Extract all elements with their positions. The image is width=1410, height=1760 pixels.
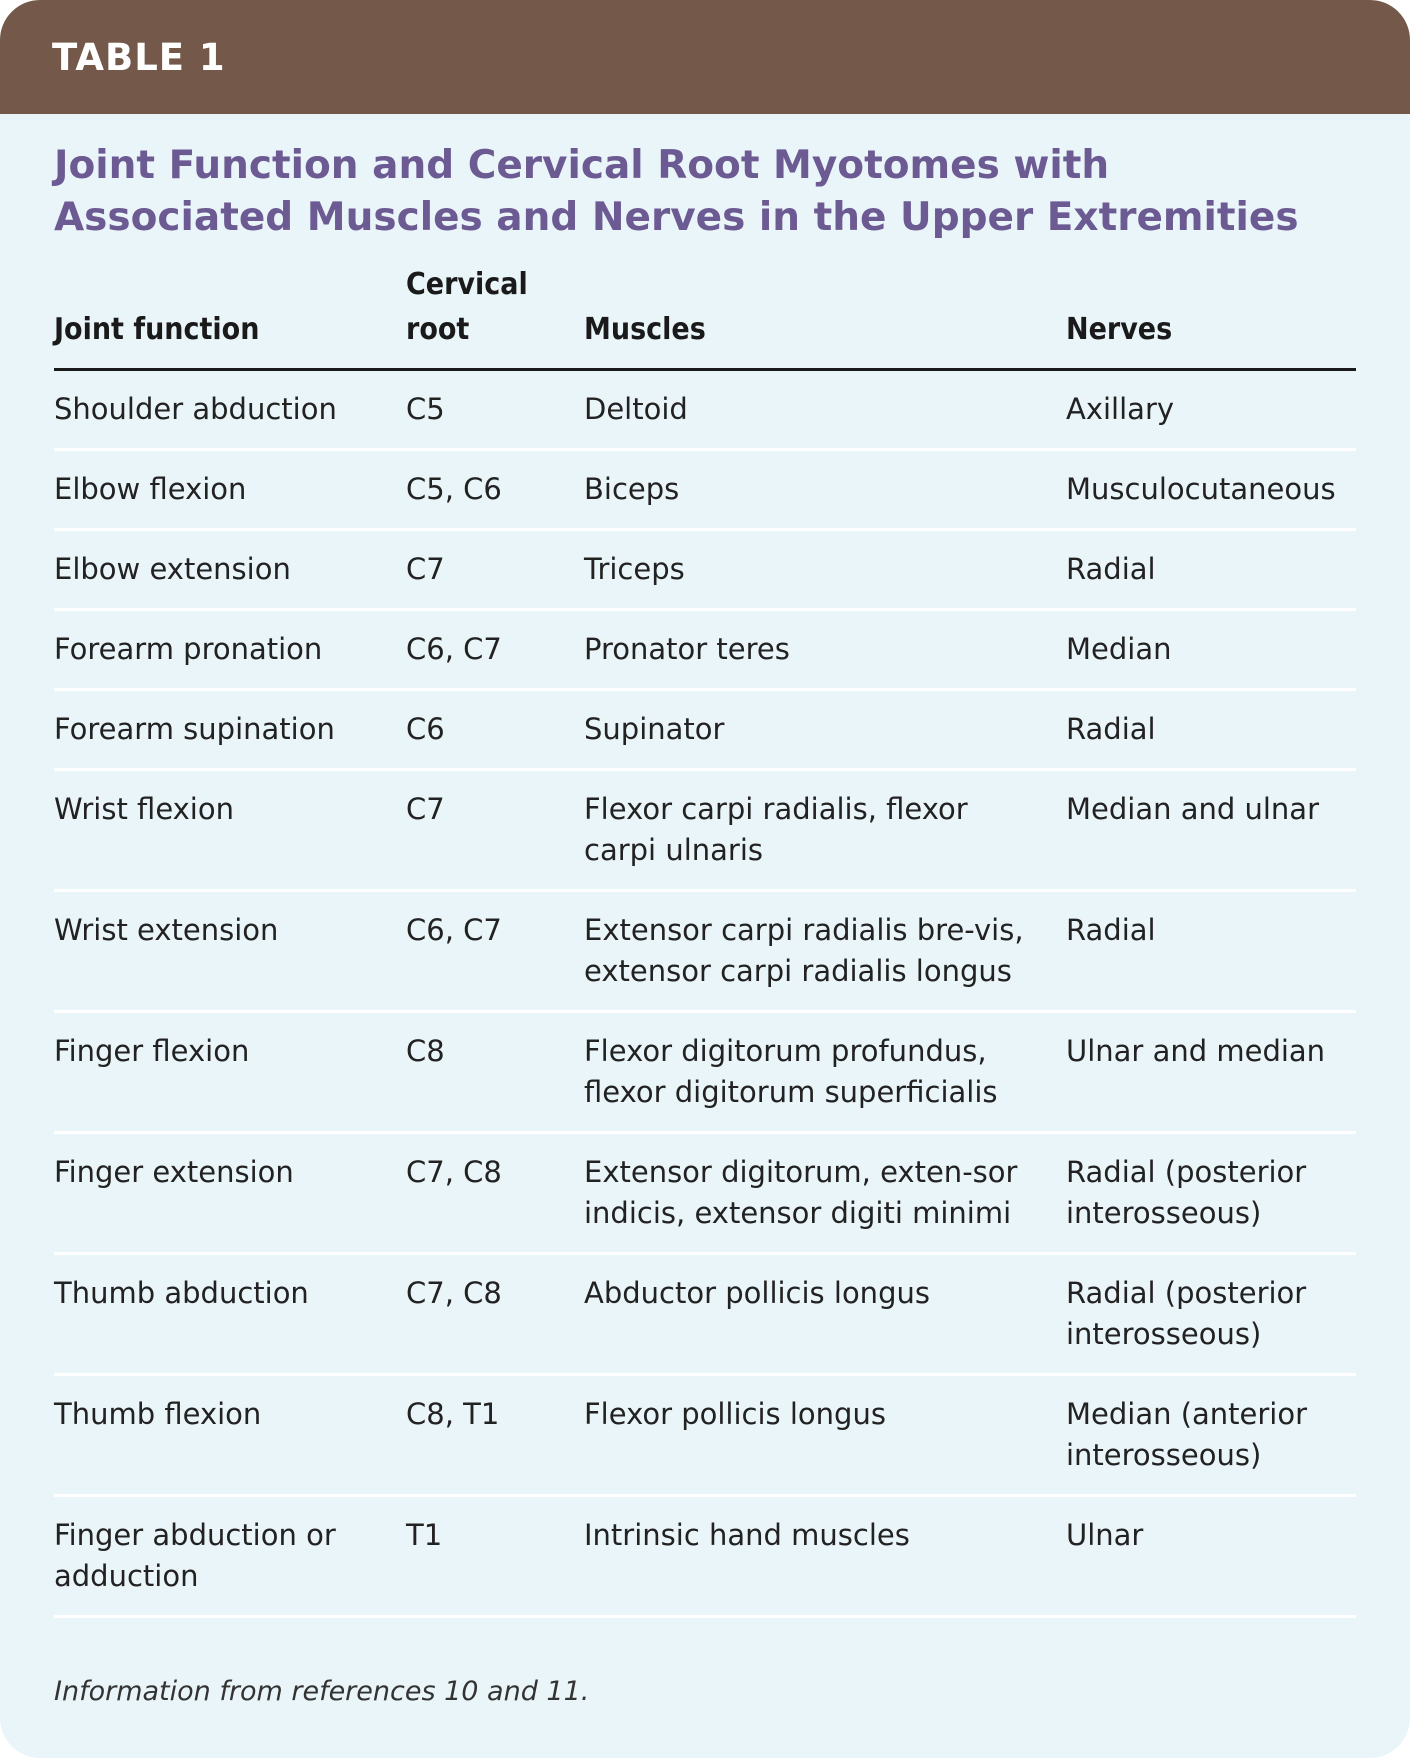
cell-muscles: Triceps <box>584 530 1066 610</box>
cell-cervical-root: C6, C7 <box>406 891 584 1012</box>
table-row <box>54 1496 1356 1617</box>
cell-joint-function: Thumb flexion <box>54 1375 406 1496</box>
cell-joint-function: Elbow extension <box>54 530 406 610</box>
cell-nerves: Radial (posterior interosseous) <box>1066 1133 1356 1254</box>
cell-nerves: Musculocutaneous <box>1066 450 1356 530</box>
column-header-muscles: Muscles <box>584 258 1066 370</box>
cell-muscles: Pronator teres <box>584 610 1066 690</box>
cell-muscles: Flexor carpi radialis, flexor carpi ulnaris <box>584 770 1066 891</box>
cell-cervical-root: C6, C7 <box>406 610 584 690</box>
cell-nerves: Radial <box>1066 891 1356 1012</box>
cell-muscles: Extensor carpi radialis bre-vis, extensor carpi radialis longus <box>584 891 1066 1012</box>
cell-cervical-root: C7, C8 <box>406 1254 584 1375</box>
table-row <box>54 610 1356 690</box>
cell-muscles: Intrinsic hand muscles <box>584 1496 1066 1617</box>
cell-nerves: Axillary <box>1066 370 1356 450</box>
cell-cervical-root: T1 <box>406 1496 584 1617</box>
cell-joint-function: Thumb abduction <box>54 1254 406 1375</box>
cell-muscles: Deltoid <box>584 370 1066 450</box>
table-row <box>54 690 1356 770</box>
cell-nerves: Median (anterior interosseous) <box>1066 1375 1356 1496</box>
cell-cervical-root: C8, T1 <box>406 1375 584 1496</box>
cell-cervical-root: C7, C8 <box>406 1133 584 1254</box>
myotome-table <box>54 258 1356 1618</box>
cell-nerves: Radial (posterior interosseous) <box>1066 1254 1356 1375</box>
cell-nerves: Median and ulnar <box>1066 770 1356 891</box>
table-header-bar <box>0 0 1410 114</box>
table-number-label: TABLE 1 <box>52 35 226 79</box>
table-row <box>54 1254 1356 1375</box>
table-row <box>54 1012 1356 1133</box>
cell-muscles: Flexor digitorum profundus, flexor digitorum superficialis <box>584 1012 1066 1133</box>
cell-nerves: Ulnar and median <box>1066 1012 1356 1133</box>
cell-cervical-root: C8 <box>406 1012 584 1133</box>
cell-nerves: Radial <box>1066 690 1356 770</box>
column-header-cervical-root: Cervical root <box>406 258 584 370</box>
cell-nerves: Ulnar <box>1066 1496 1356 1617</box>
cell-muscles: Flexor pollicis longus <box>584 1375 1066 1496</box>
cell-joint-function: Elbow flexion <box>54 450 406 530</box>
cell-joint-function: Wrist extension <box>54 891 406 1012</box>
cell-joint-function: Finger extension <box>54 1133 406 1254</box>
cell-muscles: Supinator <box>584 690 1066 770</box>
table-row <box>54 370 1356 450</box>
column-header-joint-function: Joint function <box>54 258 406 370</box>
cell-cervical-root: C5, C6 <box>406 450 584 530</box>
table-row <box>54 1375 1356 1496</box>
cell-cervical-root: C6 <box>406 690 584 770</box>
table-title: Joint Function and Cervical Root Myotomes with Associated Muscles and Nerves in the Upper Extremities <box>54 143 1299 240</box>
cell-joint-function: Forearm pronation <box>54 610 406 690</box>
cell-nerves: Median <box>1066 610 1356 690</box>
header-row <box>54 258 1356 370</box>
cell-joint-function: Shoulder abduction <box>54 370 406 450</box>
cell-cervical-root: C5 <box>406 370 584 450</box>
cell-cervical-root: C7 <box>406 530 584 610</box>
cell-muscles: Biceps <box>584 450 1066 530</box>
cell-muscles: Extensor digitorum, exten-sor indicis, extensor digiti minimi <box>584 1133 1066 1254</box>
table-row <box>54 450 1356 530</box>
cell-joint-function: Finger abduction or adduction <box>54 1496 406 1617</box>
table-row <box>54 1133 1356 1254</box>
table-row <box>54 770 1356 891</box>
footnote: Information from references 10 and 11. <box>54 1676 590 1707</box>
table-row <box>54 891 1356 1012</box>
column-header-nerves: Nerves <box>1066 258 1356 370</box>
cell-muscles: Abductor pollicis longus <box>584 1254 1066 1375</box>
table-row <box>54 530 1356 610</box>
cell-cervical-root: C7 <box>406 770 584 891</box>
cell-joint-function: Wrist flexion <box>54 770 406 891</box>
cell-joint-function: Forearm supination <box>54 690 406 770</box>
cell-joint-function: Finger flexion <box>54 1012 406 1133</box>
cell-nerves: Radial <box>1066 530 1356 610</box>
